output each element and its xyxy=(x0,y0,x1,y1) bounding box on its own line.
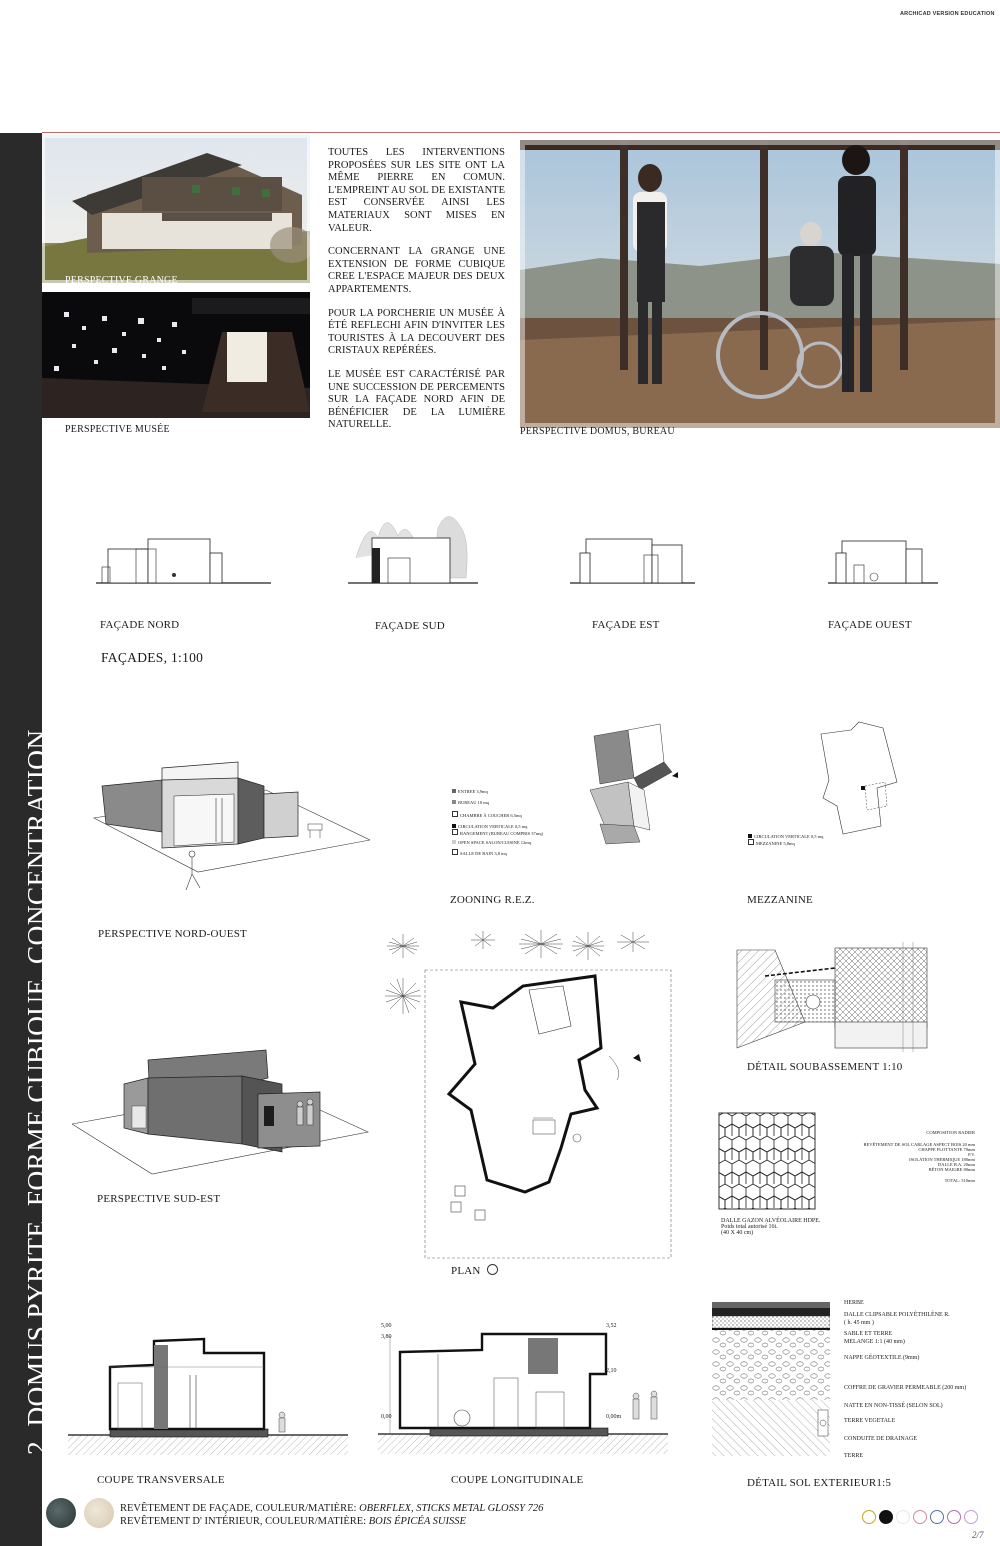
sidebar-title: 2. DOMUS PYRITE, FORME CUBIQUE. CONCENTRATION xyxy=(21,729,52,1455)
zoning-plan-drawing xyxy=(588,720,688,845)
photo-grange xyxy=(42,135,310,283)
interior-material-value: BOIS ÉPICÉA SUISSE xyxy=(368,1516,466,1527)
palette-swatch xyxy=(947,1510,961,1524)
facade-material-swatch xyxy=(46,1498,76,1528)
facade-ouest-label: FAÇADE OUEST xyxy=(828,619,912,631)
perspective-sud-est-drawing xyxy=(72,1048,372,1178)
zoning-legend-item: BUREAU 10 mq xyxy=(458,800,490,805)
composition-radier-line: P.V. xyxy=(968,1152,975,1157)
sol-layer-label: MELANGE 1:1 (40 mm) xyxy=(844,1339,905,1345)
dalle-gazon-line: DALLE GAZON ALVÉOLAIRE HDPE. xyxy=(721,1218,821,1224)
palette-swatch xyxy=(862,1510,876,1524)
mezzanine-legend-item: MEZZANINE 5,8mq xyxy=(756,841,795,846)
dalle-gazon-drawing xyxy=(718,1112,816,1210)
sol-layer-label: COFFRE DE GRAVIER PERMEABLE (200 mm) xyxy=(844,1385,967,1391)
facade-material-line xyxy=(120,1503,543,1514)
facade-nord-drawing xyxy=(96,535,271,585)
facade-material-label: REVÊTEMENT DE FAÇADE, COULEUR/MATIÈRE: xyxy=(120,1503,360,1514)
coupe-transversale-drawing xyxy=(68,1335,348,1460)
sol-layer-label: DALLE CLIPSABLE POLYÉTHILÈNE R. xyxy=(844,1312,950,1318)
intro-paragraph-1: TOUTES LES INTERVENTIONS PROPOSÉES SUR LES SITE ONT LA MÊME PIERRE EN COMUN. L'EMPREINT AU SOL DE EXISTANTE EST CONSERVÉE AINSI LES MATERIAUX SONT MISES EN VALEUR. xyxy=(328,147,505,234)
header-divider xyxy=(42,132,1000,133)
level-marker: 2,10 xyxy=(606,1368,617,1374)
composition-radier-line: TOTAL: 510mm xyxy=(944,1178,975,1183)
composition-radier-line: DALLE B.A. 20mm xyxy=(938,1162,975,1167)
intro-paragraph-2: CONCERNANT LA GRANGE UNE EXTENSION DE FORME CUBIQUE CREE L'ESPACE MAJEUR DES DEUX APPARTEMENTS. xyxy=(328,246,505,295)
level-marker: 0,00 xyxy=(381,1414,392,1420)
level-marker: 3,52 xyxy=(606,1323,617,1329)
palette-swatch xyxy=(896,1510,910,1524)
plan-label-text: PLAN xyxy=(451,1265,481,1277)
photo-domus xyxy=(520,140,1000,428)
zoning-legend xyxy=(452,789,552,856)
zoning-legend-item: RANGEMENT (BUREAU COMPRIS 37mq) xyxy=(460,831,544,836)
facades-section-title: FAÇADES, 1:100 xyxy=(101,650,204,665)
zoning-legend-item: ENTREE 3,9mq xyxy=(458,789,488,794)
dalle-gazon-caption xyxy=(721,1218,820,1236)
composition-radier-line: REVÊTEMENT DE SOL CARLAGE ASPECT BOIS 20 mm xyxy=(863,1142,975,1147)
perspective-nord-ouest-drawing xyxy=(88,752,370,892)
palette-swatch xyxy=(930,1510,944,1524)
sol-layer-label: NATTE EN NON-TISSÉ (SELON SOL) xyxy=(844,1403,943,1409)
coupe-transversale-label: COUPE TRANSVERSALE xyxy=(97,1474,225,1486)
detail-sol-drawing xyxy=(712,1300,830,1460)
intro-paragraph-3: POUR LA PORCHERIE UN MUSÉE À ÉTÉ REFLECHI AFIN D'INVITER LES TOURISTES À LA DECOUVERT DES CRISTAUX REPÉRÉES. xyxy=(328,307,505,357)
intro-paragraph-4: LE MUSÉE EST CARACTÉRISÉ PAR UNE SUCCESSION DE PERCEMENTS SUR LA FAÇADE NORD AFIN DE BÉNÉFICIER DE LA LUMIÈRE NATURELLE. xyxy=(328,368,505,431)
photo-musee-caption: PERSPECTIVE MUSÉE xyxy=(65,424,170,435)
level-marker: 3,80 xyxy=(381,1334,392,1340)
composition-radier xyxy=(830,1130,975,1183)
coupe-longitudinale-label: COUPE LONGITUDINALE xyxy=(451,1474,584,1486)
plan-drawing xyxy=(383,930,673,1260)
level-marker: 0,00m xyxy=(606,1414,622,1420)
dalle-gazon-line: Poids total autorisé 16t. xyxy=(721,1224,778,1230)
palette-swatch xyxy=(964,1510,978,1524)
zooning-label: ZOONING R.E.Z. xyxy=(450,894,535,906)
facade-est-label: FAÇADE EST xyxy=(592,619,660,631)
mezzanine-label: MEZZANINE xyxy=(747,894,813,906)
zoning-legend-item: SALLE DE BAIN 3,8 mq xyxy=(460,851,507,856)
facade-nord-label: FAÇADE NORD xyxy=(100,619,180,631)
detail-soubassement-drawing xyxy=(735,940,930,1055)
north-arrow-icon xyxy=(487,1264,498,1275)
sol-layer-label: SABLE ET TERRE xyxy=(844,1331,893,1337)
interior-material-swatch xyxy=(84,1498,114,1528)
zoning-legend-item: CIRCULATION VERTICALE 0,5 mq xyxy=(458,824,528,829)
composition-radier-line: ISOLATION THERMIQUE 180mm xyxy=(909,1157,975,1162)
detail-soubassement-label: DÉTAIL SOUBASSEMENT 1:10 xyxy=(747,1061,903,1073)
dalle-gazon-line: (40 X 40 cm) xyxy=(721,1230,754,1236)
photo-musee xyxy=(42,292,310,418)
interior-material-line xyxy=(120,1516,466,1527)
palette-swatch xyxy=(913,1510,927,1524)
sol-layer-label: NAPPE GÉOTEXTILE (9mm) xyxy=(844,1355,920,1361)
page-number: 2/7 xyxy=(972,1530,984,1540)
facade-est-drawing xyxy=(570,535,695,585)
zoning-legend-item: OPEN SPACE SALON/CUISINE 12mq xyxy=(458,840,531,845)
interior-material-label: REVÊTEMENT D' INTÉRIEUR, COULEUR/MATIÈRE: xyxy=(120,1516,369,1527)
facade-material-value: OBERFLEX, STICKS METAL GLOSSY 726 xyxy=(359,1503,544,1514)
mezzanine-legend xyxy=(748,834,823,846)
photo-domus-caption: PERSPECTIVE DOMUS, BUREAU xyxy=(520,426,675,437)
sol-layer-label: TERRE VEGETALE xyxy=(844,1418,896,1424)
palette-swatch xyxy=(879,1510,893,1524)
level-marker: 5,00 xyxy=(381,1323,392,1329)
plan-label xyxy=(451,1264,498,1277)
zoning-legend-item: CHAMBRE À COUCHER 6,5mq xyxy=(460,813,522,818)
coupe-longitudinale-drawing xyxy=(378,1322,668,1460)
color-palette xyxy=(862,1510,981,1529)
detail-sol-label: DÉTAIL SOL EXTERIEUR1:5 xyxy=(747,1477,892,1489)
perspective-sud-est-label: PERSPECTIVE SUD-EST xyxy=(97,1193,221,1205)
sol-layer-label: TERRE xyxy=(844,1453,863,1459)
facade-sud-label: FAÇADE SUD xyxy=(375,620,445,632)
sol-layer-label: CONDUITE DE DRAINAGE xyxy=(844,1436,917,1442)
photo-grange-caption: PERSPECTIVE GRANGE xyxy=(65,275,178,286)
intro-text xyxy=(328,147,505,443)
perspective-nord-ouest-label: PERSPECTIVE NORD-OUEST xyxy=(98,928,247,940)
sol-layer-label: HERBE xyxy=(844,1300,864,1306)
sol-layer-label: ( h. 45 mm ) xyxy=(844,1320,874,1326)
composition-radier-line: CHAPPE FLOTTANTE 70mm xyxy=(918,1147,975,1152)
mezzanine-legend-item: CIRCULATION VERTICALE 0,5 mq xyxy=(754,834,824,839)
software-note: ARCHICAD VERSION EDUCATION xyxy=(900,11,995,17)
facade-sud-drawing xyxy=(348,508,478,585)
composition-radier-line: BÉTON MAIGRE 80mm xyxy=(928,1167,975,1172)
composition-radier-title: COMPOSITION RADIER xyxy=(926,1130,975,1135)
mezzanine-plan-drawing xyxy=(815,720,905,840)
facade-ouest-drawing xyxy=(828,535,938,585)
